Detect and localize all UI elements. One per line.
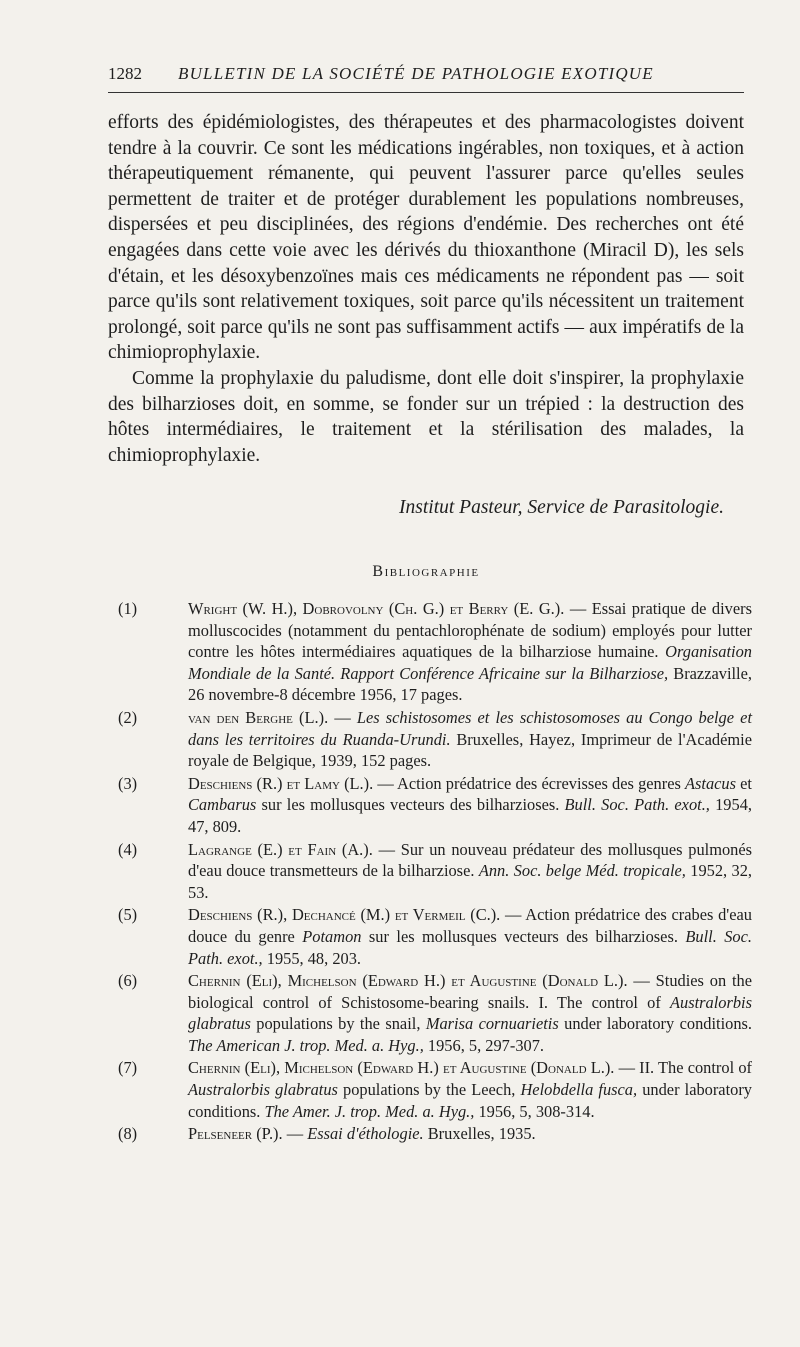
reference-7: (7) Chernin (Eli), Michelson (Edward H.) et Augustine (Donald L.). — II. The control of Australorbis glabratus populations by the Leech, Helobdella fusca, under laboratory conditions. The Amer. J. trop. Med. a. Hyg., 1956, 5, 308-314. [118,1058,752,1121]
reference-5: (5) Deschiens (R.), Dechancé (M.) et Vermeil (C.). — Action prédatrice des crabes d'eau douce du genre Potamon sur les mollusques vecteurs des bilharzioses. Bull. Soc. Path. exot., 1955, 48, 203. [118,905,753,968]
reference-8: (8) Pelseneer (P.). — Essai d'éthologie. Bruxelles, 1935. [118,1124,536,1144]
bibliography-list [118,598,752,1146]
signature: Institut Pasteur, Service de Parasitologie. [399,497,724,518]
reference-6: (6) Chernin (Eli), Michelson (Edward H.) et Augustine (Donald L.). — Studies on the biological control of Schistosome-bearing snails. I. The control of Australorbis glabratus populations by the snail, Marisa cornuarietis under laboratory conditions. The American J. trop. Med. a. Hyg., 1956, 5, 297-307. [118,971,753,1055]
reference-1: (1) Wright (W. H.), Dobrovolny (Ch. G.) et Berry (E. G.). — Essai pratique de divers molluscocides (notamment du pentachlorophénate de sodium) employés pour lutter contre les hôtes intermédiaires aquatiques de la bilharziose humaine. Organisation Mondiale de la Santé. Rapport Conférence Africaine sur la Bilharziose, Brazzaville, 26 novembre-8 décembre 1956, 17 pages. [118,599,752,705]
bibliography-title: Bibliographie [372,563,480,580]
page-number: 1282 [108,64,142,83]
body-text [108,110,744,468]
running-header [108,64,744,92]
reference-4: (4) Lagrange (E.) et Fain (A.). — Sur un nouveau prédateur des mollusques pulmonés d'eau douce transmetteurs de la bilharziose. Ann. Soc. belge Méd. tropicale, 1952, 32, 53. [118,839,752,902]
reference-2: (2) van den Berghe (L.). — Les schistosomes et les schistosomoses au Congo belge et dans les territoires du Ruanda-Urundi. Bruxelles, Hayez, Imprimeur de l'Académie royale de Belgique, 1939, 152 pages. [118,707,752,771]
header-rule [108,92,744,93]
paragraph-2: Comme la prophylaxie du paludisme, dont elle doit s'inspirer, la prophylaxie des bilharzioses doit, en somme, se fonder sur un trépied : la destruction des hôtes intermédiaires, le traitement et la stérilisation des malades, la chimioprophylaxie. [108,367,744,466]
reference-3: (3) Deschiens (R.) et Lamy (L.). — Action prédatrice des écrevisses des genres Astacus et Cambarus sur les mollusques vecteurs des bilharzioses. Bull. Soc. Path. exot., 1954, 47, 809. [118,773,752,836]
paragraph-1: efforts des épidémiologistes, des thérapeutes et des pharmacologistes doivent tendre à la couvrir. Ce sont les médications ingérables, non toxiques, et à action thérapeutiquement rémanente, qui peuvent l'assurer parce qu'elles seules permettent de traiter et de protéger durablement les populations nombreuses, dispersées et peu disciplinées, des régions d'endémie. Des recherches ont été engagées dans cette voie avec les dérivés du thioxanthone (Miracil D), les sels d'étain, et les désoxybenzoïnes mais ces médicaments ne répondent pas — soit parce qu'ils sont relativement toxiques, soit parce qu'ils nécessitent un traitement prolongé, soit parce qu'ils ne sont pas suffisamment actifs — aux impératifs de la chimioprophylaxie. [108,112,744,364]
running-title: BULLETIN DE LA SOCIÉTÉ DE PATHOLOGIE EXOTIQUE [178,64,654,83]
